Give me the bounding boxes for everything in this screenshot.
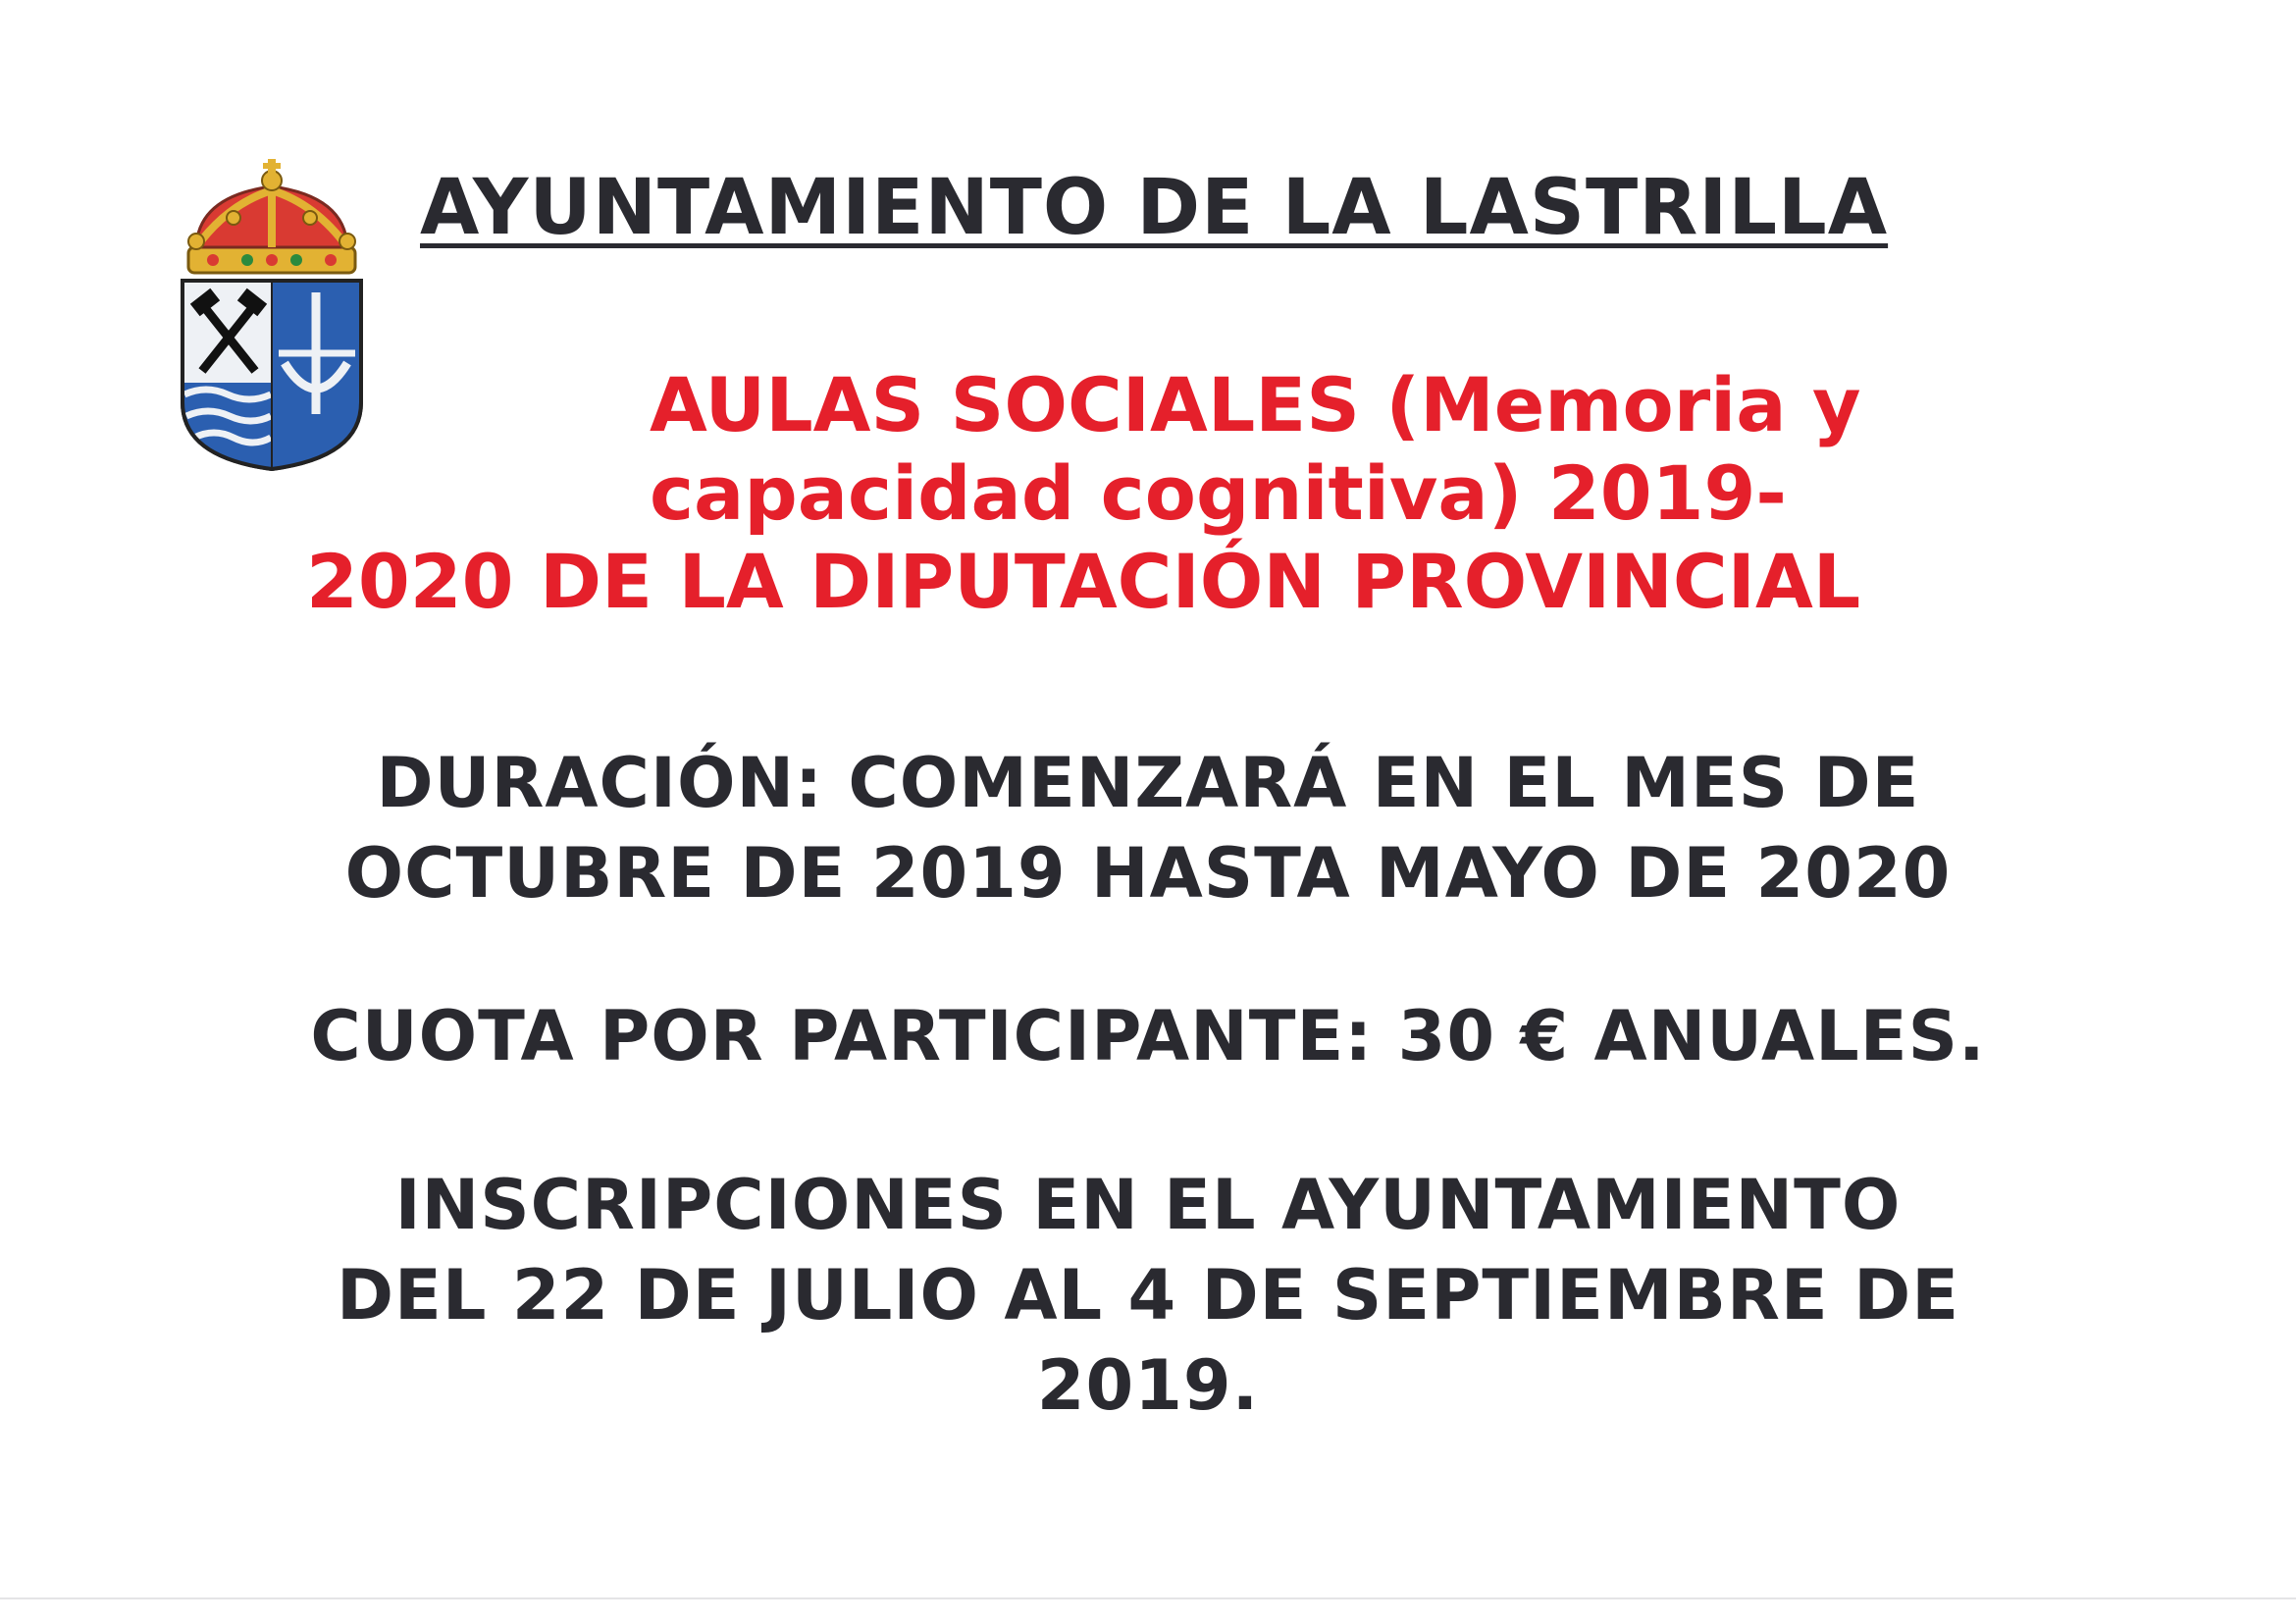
- municipal-coat-of-arms-icon: [169, 157, 375, 471]
- organization-title: AYUNTAMIENTO DE LA LASTRILLA: [420, 164, 1889, 252]
- scan-edge-line: [0, 1597, 2296, 1599]
- headline-line-3: 2020 DE LA DIPUTACIÓN PROVINCIAL: [306, 538, 1861, 625]
- duration-line-1: DURACIÓN: COMENZARÁ EN EL MES DE: [376, 743, 1920, 823]
- registration-line-2: DEL 22 DE JULIO AL 4 DE SEPTIEMBRE DE: [336, 1255, 1960, 1335]
- duration-line-2: OCTUBRE DE 2019 HASTA MAYO DE 2020: [344, 833, 1952, 914]
- headline-line-1: AULAS SOCIALES (Memoria y: [650, 361, 1861, 448]
- registration-line-3: 2019.: [1036, 1345, 1260, 1426]
- headline-line-2: capacidad cognitiva) 2019-: [650, 449, 1787, 537]
- fee-section: [0, 991, 2296, 1081]
- duration-section: [0, 738, 2296, 918]
- registration-line-1: INSCRIPCIONES EN EL AYUNTAMIENTO: [394, 1165, 1902, 1245]
- fee-text: CUOTA POR PARTICIPANTE: 30 € ANUALES.: [310, 996, 1986, 1076]
- registration-section: [0, 1160, 2296, 1431]
